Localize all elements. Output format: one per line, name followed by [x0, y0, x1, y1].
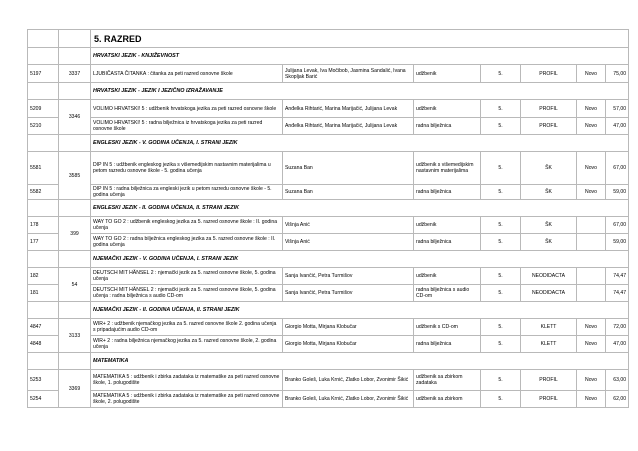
book-list-sheet: [27, 29, 628, 408]
page-title: 5. RAZRED: [91, 30, 629, 48]
book-grade: 5.: [481, 391, 521, 408]
book-authors: Višnja Anić: [283, 234, 414, 251]
book-grade: 5.: [481, 185, 521, 200]
book-price: 62,00: [606, 391, 629, 408]
book-grade: 5.: [481, 370, 521, 391]
book-authors: Giorgio Motta, Mirjana Klobučar: [283, 336, 414, 353]
book-authors: Suzana Ban: [283, 185, 414, 200]
book-type: udžbenik sa zbirkom: [414, 391, 481, 408]
book-list-table: [27, 29, 629, 408]
book-authors: Sanja Ivančić, Petra Turmišov: [283, 285, 414, 302]
book-row: [28, 285, 629, 302]
book-id: 178: [28, 217, 59, 234]
book-price: 63,00: [606, 370, 629, 391]
book-id: 5209: [28, 100, 59, 118]
section-spacer-2: [59, 48, 91, 65]
book-title: MATEMATIKA 5 : udžbenik i zbirka zadataka iz matematike za peti razred osnovne škole, 2. polugodište: [91, 391, 283, 408]
book-row: [28, 65, 629, 83]
section-heading-row: [28, 48, 629, 65]
book-type: radna bilježnica: [414, 118, 481, 135]
book-title: MATEMATIKA 5 : udžbenik i zbirka zadataka iz matematike za peti razred osnovne škole, 1. polugodište: [91, 370, 283, 391]
book-price: 74,47: [606, 268, 629, 285]
book-id: 181: [28, 285, 59, 302]
book-grade: 5.: [481, 336, 521, 353]
book-status: Novo: [577, 100, 606, 118]
book-type: udžbenik: [414, 268, 481, 285]
book-price: 67,00: [606, 152, 629, 185]
book-row: [28, 185, 629, 200]
book-grade: 5.: [481, 118, 521, 135]
book-publisher: PROFIL: [521, 100, 577, 118]
book-status: [577, 217, 606, 234]
book-row: [28, 370, 629, 391]
section-spacer-2: [59, 83, 91, 100]
book-authors: Višnja Anić: [283, 217, 414, 234]
section-spacer-1: [28, 83, 59, 100]
section-spacer-2: [59, 353, 91, 370]
section-heading: ENGLESKI JEZIK - V. GODINA UČENJA, I. STRANI JEZIK: [91, 135, 629, 152]
book-row: [28, 100, 629, 118]
book-authors: Julijana Levak, Iva Močibob, Jasmina Sandalić, Ivana Skopljak Barić: [283, 65, 414, 83]
book-type: udžbenik sa zbirkom zadataka: [414, 370, 481, 391]
title-spacer-2: [59, 30, 91, 48]
book-title: WIR+ 2 : radna bilježnica njemačkog jezika za 5. razred osnovne škole, 2. godina učenja: [91, 336, 283, 353]
book-publisher: PROFIL: [521, 370, 577, 391]
book-row: [28, 268, 629, 285]
book-title: WAY TO GO 2 : udžbenik engleskog jezika za 5. razred osnovne škole : II. godina učenja: [91, 217, 283, 234]
group-code: 399: [59, 217, 91, 251]
book-price: 59,00: [606, 234, 629, 251]
book-id: 177: [28, 234, 59, 251]
book-type: udžbenik s višemedijskim nastavnim materijalima: [414, 152, 481, 185]
book-type: radna bilježnica: [414, 185, 481, 200]
book-grade: 5.: [481, 234, 521, 251]
book-type: radna bilježnica: [414, 336, 481, 353]
book-id: 5581: [28, 152, 59, 185]
book-grade: 5.: [481, 65, 521, 83]
book-status: Novo: [577, 152, 606, 185]
book-status: [577, 268, 606, 285]
book-row: [28, 391, 629, 408]
book-price: 75,00: [606, 65, 629, 83]
book-row: [28, 152, 629, 185]
book-price: 57,00: [606, 100, 629, 118]
group-code: 3337: [59, 65, 91, 83]
section-spacer-1: [28, 200, 59, 217]
section-spacer-1: [28, 251, 59, 268]
book-title: DEUTSCH MIT HÄNSEL 2 : njemački jezik za 5. razred osnovne škole, 5. godina učenja: [91, 268, 283, 285]
book-publisher: PROFIL: [521, 118, 577, 135]
book-authors: Branko Goleš, Luka Krnić, Zlatko Lobor, Zvonimir Šikić: [283, 391, 414, 408]
section-spacer-2: [59, 135, 91, 152]
title-spacer-1: [28, 30, 59, 48]
book-price: 67,00: [606, 217, 629, 234]
book-grade: 5.: [481, 319, 521, 336]
book-type: udžbenik: [414, 65, 481, 83]
book-id: 5582: [28, 185, 59, 200]
book-type: radna bilježnica s audio CD-om: [414, 285, 481, 302]
book-status: Novo: [577, 391, 606, 408]
section-spacer-1: [28, 48, 59, 65]
book-status: Novo: [577, 370, 606, 391]
book-publisher: NEODIDACTA: [521, 268, 577, 285]
book-status: Novo: [577, 185, 606, 200]
book-authors: Sanja Ivančić, Petra Turmišov: [283, 268, 414, 285]
section-heading-row: [28, 135, 629, 152]
section-spacer-1: [28, 135, 59, 152]
book-type: udžbenik s CD-om: [414, 319, 481, 336]
book-grade: 5.: [481, 268, 521, 285]
section-heading-row: [28, 83, 629, 100]
book-grade: 5.: [481, 217, 521, 234]
book-title: DEUTSCH MIT HÄNSEL 2 : njemački jezik za 5. razred osnovne škole, 5. godina učenja : radna bilježnica s audio CD-om: [91, 285, 283, 302]
book-status: [577, 234, 606, 251]
book-price: 74,47: [606, 285, 629, 302]
book-id: 4847: [28, 319, 59, 336]
book-row: [28, 234, 629, 251]
book-status: Novo: [577, 319, 606, 336]
book-publisher: KLETT: [521, 319, 577, 336]
book-publisher: ŠK: [521, 152, 577, 185]
book-publisher: ŠK: [521, 234, 577, 251]
section-heading: ENGLESKI JEZIK - II. GODINA UČENJA, II. STRANI JEZIK: [91, 200, 629, 217]
book-price: 59,00: [606, 185, 629, 200]
book-authors: Anđelka Rihtarić, Marina Marijačić, Julijana Levak: [283, 100, 414, 118]
group-code: 3585: [59, 152, 91, 200]
book-status: [577, 285, 606, 302]
section-heading: NJEMAČKI JEZIK - II. GODINA UČENJA, II. STRANI JEZIK: [91, 302, 629, 319]
book-row: [28, 336, 629, 353]
book-grade: 5.: [481, 100, 521, 118]
book-publisher: PROFIL: [521, 65, 577, 83]
book-grade: 5.: [481, 285, 521, 302]
book-type: udžbenik: [414, 100, 481, 118]
book-authors: Branko Goleš, Luka Krnić, Zlatko Lobor, Zvonimir Šikić: [283, 370, 414, 391]
book-authors: Giorgio Motta, Mirjana Klobučar: [283, 319, 414, 336]
section-spacer-2: [59, 251, 91, 268]
book-title: VOLIMO HRVATSKI! 5 : radna bilježnica iz hrvatskoga jezika za peti razred osnovne škole: [91, 118, 283, 135]
book-id: 5253: [28, 370, 59, 391]
book-title: LJUBIČASTA ČITANKA : čitanka za peti razred osnovne škole: [91, 65, 283, 83]
book-price: 72,00: [606, 319, 629, 336]
group-code: 3133: [59, 319, 91, 353]
book-type: radna bilježnica: [414, 234, 481, 251]
book-publisher: KLETT: [521, 336, 577, 353]
section-heading: HRVATSKI JEZIK - JEZIK I JEZIČNO IZRAŽAVANJE: [91, 83, 629, 100]
book-type: udžbenik: [414, 217, 481, 234]
title-row: [28, 30, 629, 48]
group-code: 3369: [59, 370, 91, 408]
book-price: 47,00: [606, 336, 629, 353]
section-heading-row: [28, 251, 629, 268]
book-row: [28, 217, 629, 234]
book-title: DIP IN 5 : radna bilježnica za engleski jezik u petom razredu osnovne škole - 5. godina učenja: [91, 185, 283, 200]
section-spacer-1: [28, 353, 59, 370]
book-title: DIP IN 5 : udžbenik engleskog jezika s višemedijskim nastavnim materijalima u petom razredu osnovne škole - 5. godina učenja: [91, 152, 283, 185]
book-id: 5210: [28, 118, 59, 135]
book-id: 4848: [28, 336, 59, 353]
book-list-body: [28, 30, 629, 408]
section-heading: MATEMATIKA: [91, 353, 629, 370]
book-row: [28, 319, 629, 336]
book-id: 5197: [28, 65, 59, 83]
section-heading-row: [28, 200, 629, 217]
group-code: 54: [59, 268, 91, 302]
book-title: WIR+ 2 : udžbenik njemačkog jezika za 5. razred osnovne škole 2. godina učenja s pripadajućim audio CD-om: [91, 319, 283, 336]
book-status: Novo: [577, 118, 606, 135]
section-spacer-1: [28, 302, 59, 319]
section-heading-row: [28, 302, 629, 319]
book-publisher: PROFIL: [521, 391, 577, 408]
book-row: [28, 118, 629, 135]
book-authors: Suzana Ban: [283, 152, 414, 185]
book-authors: Anđelka Rihtarić, Marina Marijačić, Julijana Levak: [283, 118, 414, 135]
section-heading-row: [28, 353, 629, 370]
group-code: 3346: [59, 100, 91, 135]
book-price: 47,00: [606, 118, 629, 135]
section-heading: NJEMAČKI JEZIK - V. GODINA UČENJA, I. STRANI JEZIK: [91, 251, 629, 268]
book-publisher: NEODIDACTA: [521, 285, 577, 302]
book-id: 182: [28, 268, 59, 285]
book-status: Novo: [577, 65, 606, 83]
book-grade: 5.: [481, 152, 521, 185]
book-title: WAY TO GO 2 : radna bilježnica engleskog jezika za 5. razred osnovne škole : II. godina učenja: [91, 234, 283, 251]
book-publisher: ŠK: [521, 185, 577, 200]
section-heading: HRVATSKI JEZIK - KNJIŽEVNOST: [91, 48, 629, 65]
book-id: 5254: [28, 391, 59, 408]
book-publisher: ŠK: [521, 217, 577, 234]
section-spacer-2: [59, 302, 91, 319]
book-title: VOLIMO HRVATSKI! 5 : udžbenik hrvatskoga jezika za peti razred osnovne škole: [91, 100, 283, 118]
section-spacer-2: [59, 200, 91, 217]
book-status: Novo: [577, 336, 606, 353]
